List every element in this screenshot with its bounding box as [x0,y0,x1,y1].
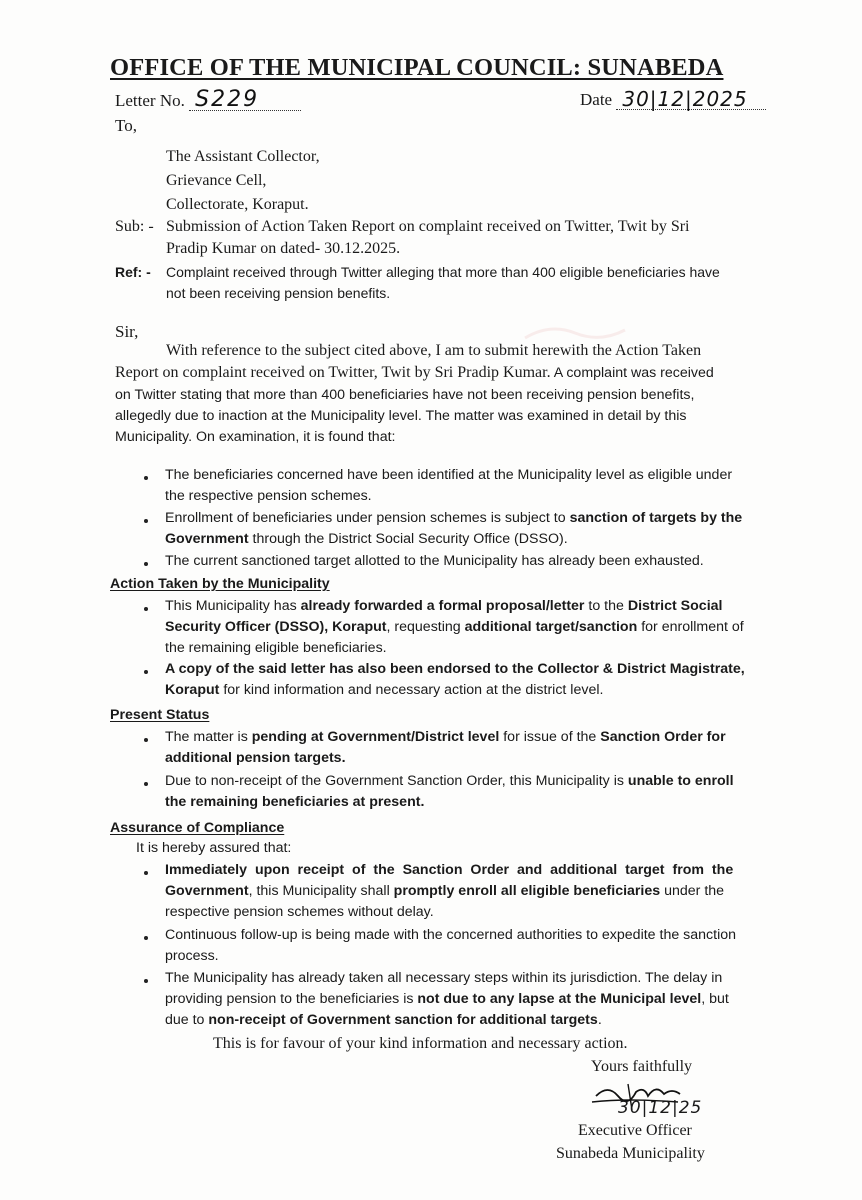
action-2-line-1: A copy of the said letter has also been endorsed to the Collector & District Magistrate, [165,661,745,677]
status-2-line-2: the remaining beneficiaries at present. [165,794,425,810]
assurance-3-line-3: due to non-receipt of Government sanction for additional targets. [165,1012,602,1028]
assurance-1-line-1: Immediately upon receipt of the Sanction Order and additional target from the [165,862,734,878]
assurance-heading: Assurance of Compliance [110,820,285,836]
bullet-dot [144,738,148,742]
assurance-2-line-1: Continuous follow-up is being made with the concerned authorities to expedite the sanction [165,927,737,943]
action-2-line-2: Koraput for kind information and necessary action at the district level. [165,682,604,698]
date-field [616,87,766,110]
finding-1-line-2: the respective pension schemes. [165,488,372,504]
date-row [580,87,766,110]
assurance-2-line-2: process. [165,948,219,964]
finding-2-line-1: Enrollment of beneficiaries under pension schemes is subject to sanction of targets by the [165,510,743,526]
bullet-dot [144,782,148,786]
bullet-dot [144,607,148,611]
assurance-intro: It is hereby assured that: [136,840,292,856]
action-1-line-3: the remaining eligible beneficiaries. [165,640,387,656]
salutation: Sir, [115,322,139,341]
status-1-line-2: additional pension targets. [165,750,346,766]
paragraph-line-4: allegedly due to inaction at the Municipality level. The matter was examined in detail by this [115,408,687,424]
bullet-dot [144,670,148,674]
action-1-line-2: Security Officer (DSSO), Koraput, requesting additional target/sanction for enrollment of [165,619,744,635]
office-name: Sunabeda Municipality [556,1145,705,1162]
date-label: Date [580,90,613,109]
to-label: To, [115,116,137,135]
reference-label: Ref: - [115,264,151,280]
address-line-1: The Assistant Collector, [166,148,320,165]
date-handwritten: 30|12|2025 [622,87,748,111]
bullet-dot [144,519,148,523]
finding-2-line-2: Government through the District Social Security Office (DSSO). [165,531,568,547]
subject-line-1: Submission of Action Taken Report on complaint received on Twitter, Twit by Sri [166,218,690,235]
yours-faithfully: Yours faithfully [591,1058,693,1075]
status-1-line-1: The matter is pending at Government/District level for issue of the Sanction Order for [165,729,726,745]
letter-number-row [115,87,301,112]
subject-label: Sub: - [115,218,154,235]
status-2-line-1: Due to non-receipt of the Government Sanction Order, this Municipality is unable to enroll [165,773,734,789]
reference-line-1: Complaint received through Twitter alleging that more than 400 eligible beneficiaries have [166,264,720,280]
letter-no-label: Letter No. [115,91,185,110]
letter-no-field [189,87,301,112]
address-line-2: Grievance Cell, [166,172,267,189]
finding-3-line-1: The current sanctioned target allotted to the Municipality has already been exhausted. [165,553,704,569]
assurance-1-line-2: Government, this Municipality shall promptly enroll all eligible beneficiaries under the [165,883,725,899]
action-1-line-1: This Municipality has already forwarded a formal proposal/letter to the District Social [165,598,723,614]
reference-line-2: not been receiving pension benefits. [166,285,391,301]
paragraph-line-2: Report on complaint received on Twitter, Twit by Sri Pradip Kumar. A complaint was received [115,364,714,381]
signature-date: 30|12|25 [618,1098,703,1118]
favour-line: This is for favour of your kind information and necessary action. [213,1035,628,1052]
bullet-dot [144,936,148,940]
assurance-1-line-3: respective pension schemes without delay. [165,904,434,920]
letter-no-handwritten: S229 [195,87,260,112]
status-heading: Present Status [110,707,210,723]
finding-1-line-1: The beneficiaries concerned have been identified at the Municipality level as eligible under [165,467,733,483]
paragraph-line-3: on Twitter stating that more than 400 beneficiaries have not been receiving pension benefits, [115,387,695,403]
office-title: OFFICE OF THE MUNICIPAL COUNCIL: SUNABEDA [110,54,724,81]
paragraph-line-1: With reference to the subject cited above, I am to submit herewith the Action Taken [166,342,702,359]
bullet-dot [144,562,148,566]
paragraph-line-5: Municipality. On examination, it is found that: [115,429,396,445]
designation: Executive Officer [578,1122,692,1139]
bullet-dot [144,476,148,480]
bullet-dot [144,871,148,875]
subject-line-2: Pradip Kumar on dated- 30.12.2025. [166,240,401,257]
bullet-dot [144,979,148,983]
assurance-3-line-1: The Municipality has already taken all necessary steps within its jurisdiction. The delay in [165,970,723,986]
assurance-3-line-2: providing pension to the beneficiaries is not due to any lapse at the Municipal level, but [165,991,729,1007]
address-line-3: Collectorate, Koraput. [166,196,309,213]
action-heading: Action Taken by the Municipality [110,576,330,592]
